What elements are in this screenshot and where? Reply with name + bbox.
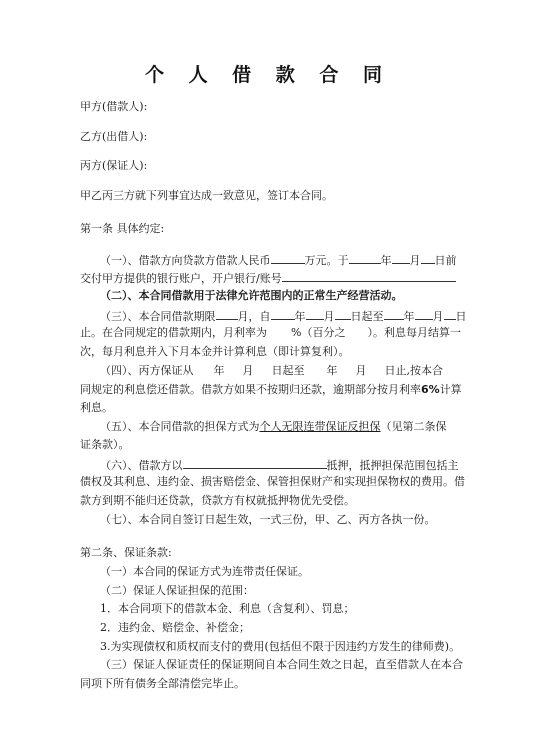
article-2-item-3-line-2: 同项下所有债务全部清偿完毕止。 bbox=[80, 677, 245, 690]
article-2-subitem-3: 3.为实现债权和质权而支付的费用(包括但不限于因违约方发生的律师费)。 bbox=[100, 640, 461, 653]
party-a-label: 甲方(借款人): bbox=[80, 100, 148, 113]
clause-4-line-2: 同规定的利息偿还借款。借款方如果不按期归还款，逾期部分按月利率6%计算 bbox=[80, 383, 462, 396]
guarantee-method: 个人无限连带保证反担保 bbox=[259, 420, 381, 433]
article-2-subitem-1: 1．本合同项下的借款本金、利息（含复利）、罚息； bbox=[100, 602, 355, 615]
party-b-label: 乙方(出借人): bbox=[80, 130, 148, 143]
amount-blank bbox=[271, 252, 305, 264]
end-year-blank bbox=[384, 308, 404, 320]
clause-4-line-1: （四）、丙方保证从 年 月 日起至 年 月 日止,按本合 bbox=[100, 364, 443, 377]
clause-6-line-3: 款方到期不能归还贷款，贷款方有权就抵押物优先受偿。 bbox=[80, 494, 355, 507]
end-day-blank bbox=[444, 308, 456, 320]
bank-account-blank bbox=[282, 270, 456, 282]
clause-6-line-2: 债权及其利息、违约金、损害赔偿金、保管担保财产和实现担保物权的费用。借 bbox=[80, 475, 465, 488]
clause-3-line-2: 止。在合同规定的借款期内，月利率为 %（百分之 ）。利息每月结算一 bbox=[80, 326, 461, 339]
month-blank bbox=[392, 252, 410, 264]
article-1-heading: 第一条 具体约定: bbox=[80, 222, 165, 235]
clause-6-line-1: （六）、借款方以 抵押，抵押担保范围包括主 bbox=[100, 459, 459, 472]
term-months-blank bbox=[216, 308, 238, 320]
clause-5-line-1: （五）、本合同借款的担保方式为个人无限连带保证反担保（见第二条保 bbox=[100, 420, 447, 433]
clause-3-line-1: （三）、本合同借款期限 月，自 年 月 日起至 年 月 日 bbox=[100, 310, 467, 323]
clause-1-line-1: （一）、借款方向贷款方借款人民币 万元。于 年 月 日前 bbox=[100, 254, 457, 267]
clause-7: （七）、本合同自签订日起生效，一式三份，甲、乙、丙方各执一份。 bbox=[100, 513, 436, 526]
article-2-item-2: （二）保证人保证担保的范围： bbox=[100, 584, 254, 597]
start-day-blank bbox=[335, 308, 351, 320]
collateral-blank bbox=[183, 457, 327, 469]
year-blank bbox=[349, 252, 381, 264]
start-month-blank bbox=[306, 308, 324, 320]
clause-3-line-3: 次，每月利息并入下月本金并计算利息（即计算复利）。 bbox=[80, 345, 350, 358]
article-2-heading: 第二条、保证条款: bbox=[80, 546, 172, 559]
clause-1-line-2: 交付甲方提供的银行账户，开户银行/账号 bbox=[80, 270, 456, 286]
article-2-subitem-2: 2．违约金、赔偿金、补偿金； bbox=[100, 621, 250, 634]
start-year-blank bbox=[271, 308, 295, 320]
contract-title: 个 人 借 款 合 同 bbox=[144, 64, 392, 86]
party-c-label: 丙方(保证人): bbox=[80, 159, 148, 172]
agreement-statement: 甲乙丙三方就下列事宜达成一致意见，签订本合同。 bbox=[80, 189, 333, 202]
clause-4-line-3: 利息。 bbox=[80, 401, 113, 414]
clause-5-line-2: 证条款）。 bbox=[80, 438, 130, 451]
article-2-item-1: （一）本合同的保证方式为连带责任保证。 bbox=[100, 565, 309, 578]
article-2-item-3-line-1: （三）保证人保证责任的保证期间自本合同生效之日起，直至借款人在本合 bbox=[100, 658, 463, 671]
clause-2: （二）、本合同借款用于法律允许范围内的正常生产经营活动。 bbox=[100, 289, 403, 302]
day-blank bbox=[421, 252, 435, 264]
end-month-blank bbox=[415, 308, 433, 320]
monthly-rate-value: 6% bbox=[421, 383, 440, 396]
